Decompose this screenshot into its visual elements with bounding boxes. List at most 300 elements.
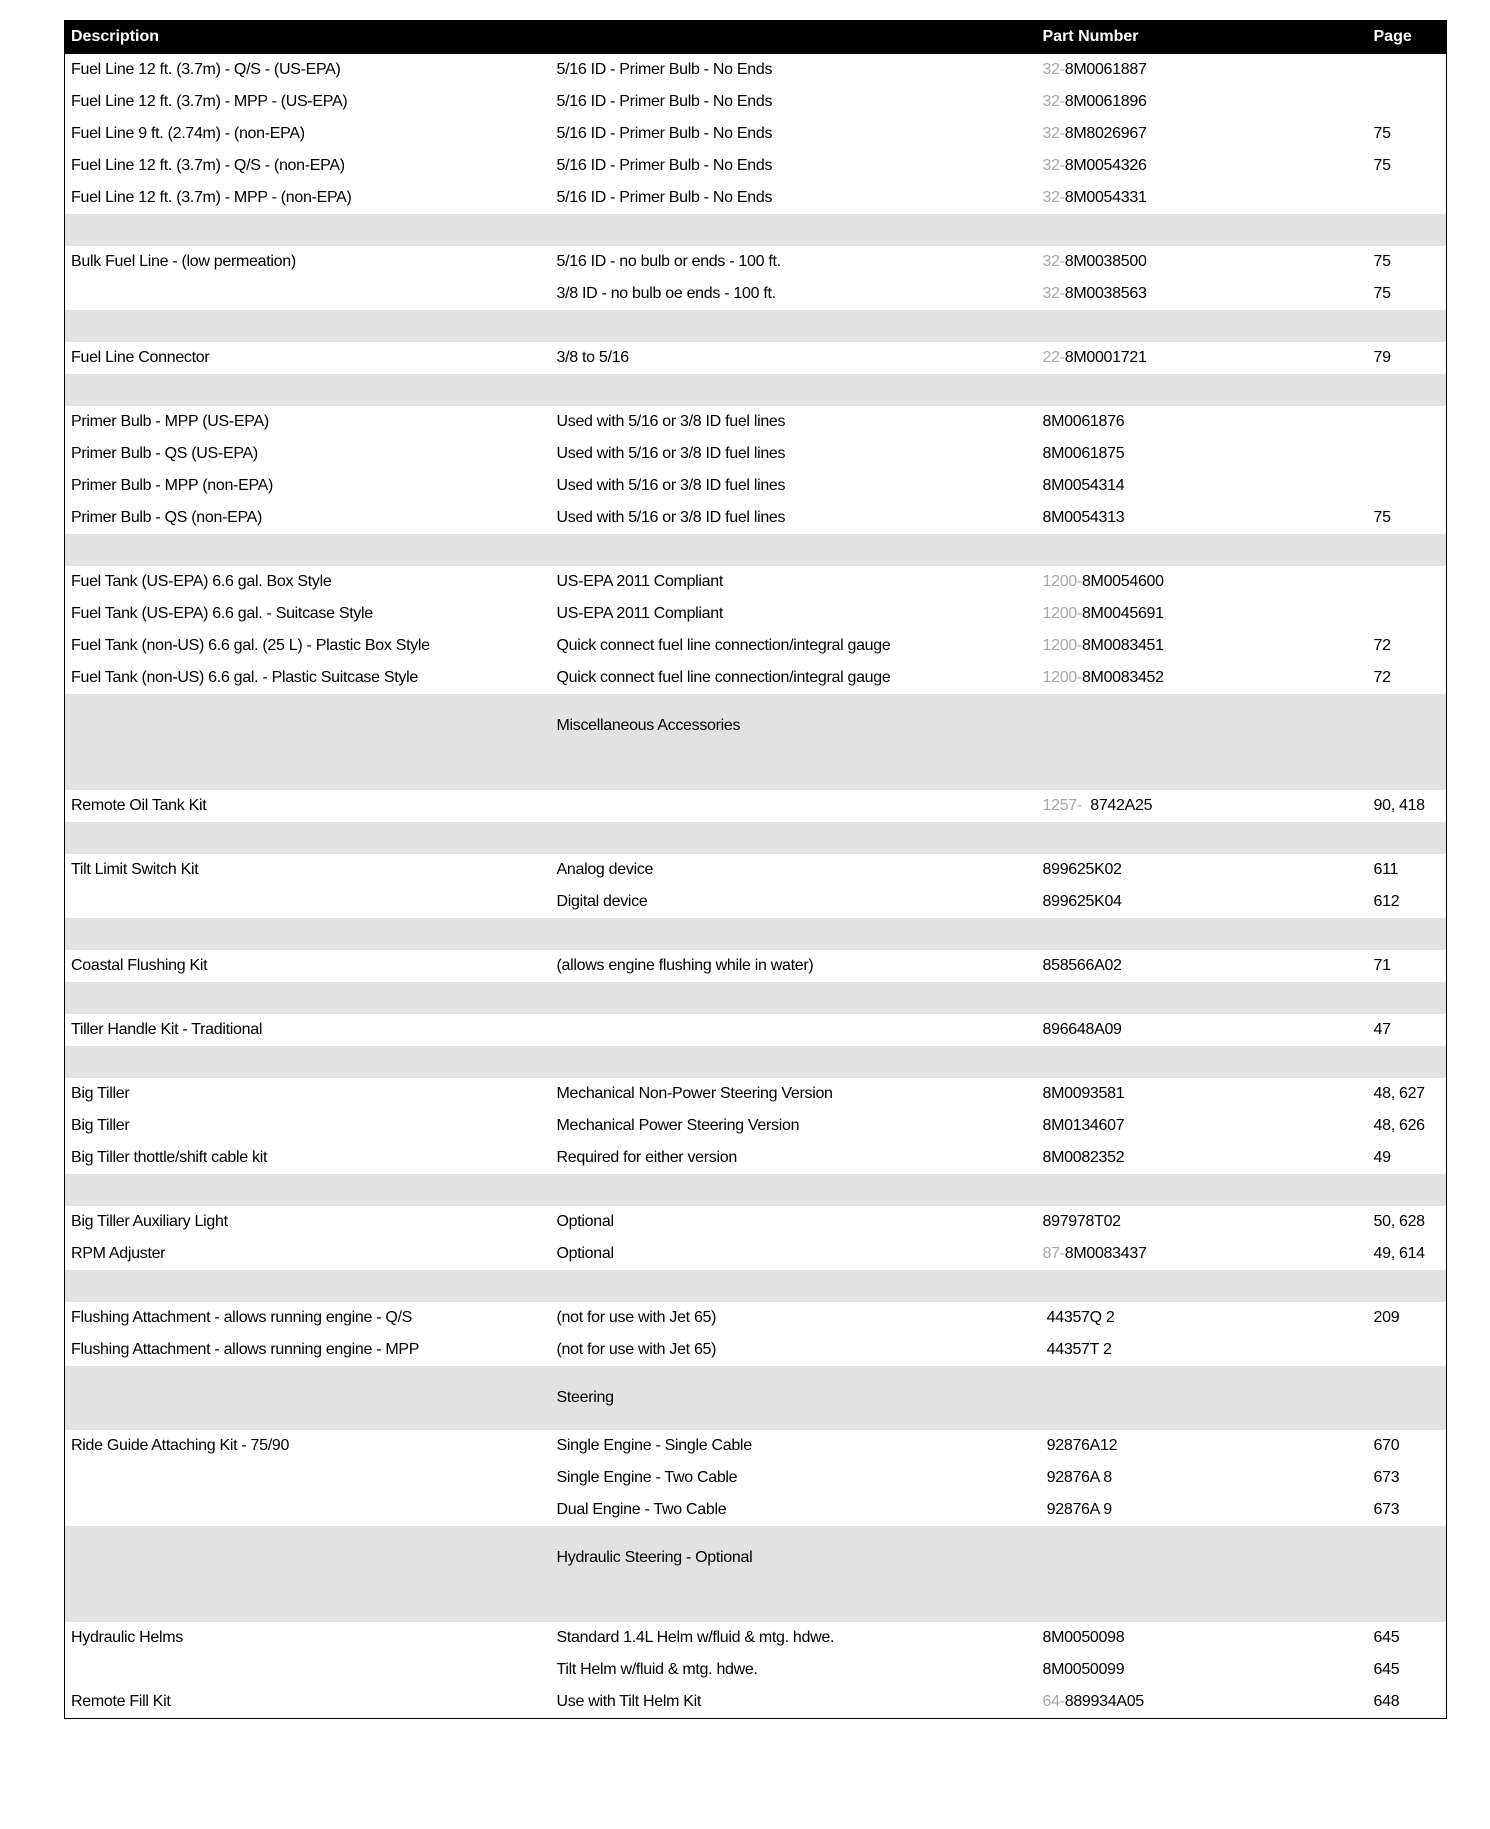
description-cell: Primer Bulb - MPP (US-EPA) <box>71 413 269 430</box>
separator-cell <box>551 310 1037 342</box>
table-row <box>65 54 1447 86</box>
description-cell: Big Tiller <box>71 1085 130 1102</box>
specification-cell: 5/16 ID - no bulb or ends - 100 ft. <box>556 253 781 270</box>
part-number: 8M0054331 <box>1064 189 1147 206</box>
page-cell: 79 <box>1373 349 1391 366</box>
part-number-prefix: 1200- <box>1042 605 1082 622</box>
separator-cell <box>65 918 551 950</box>
table-row <box>65 598 1447 630</box>
separator-cell <box>1368 214 1447 246</box>
part-number-cell <box>1037 1238 1368 1270</box>
part-number-cell <box>1037 790 1368 822</box>
page-cell: 645 <box>1373 1629 1400 1646</box>
specification-cell: 5/16 ID - Primer Bulb - No Ends <box>556 61 773 78</box>
specification-cell: Digital device <box>556 893 648 910</box>
description-cell <box>65 1654 551 1686</box>
specification-cell: 5/16 ID - Primer Bulb - No Ends <box>556 157 773 174</box>
separator-cell <box>1037 982 1368 1014</box>
separator-cell <box>1037 1590 1368 1622</box>
separator-row <box>65 1046 1447 1078</box>
part-number-cell <box>1037 182 1368 214</box>
part-number: 44357T 2 <box>1042 1341 1112 1358</box>
page-cell <box>1368 182 1447 214</box>
description-cell: Remote Oil Tank Kit <box>71 797 207 814</box>
table-row <box>65 1014 1447 1046</box>
specification-cell: 5/16 ID - Primer Bulb - No Ends <box>556 189 773 206</box>
page-cell <box>1368 406 1447 438</box>
page-cell: 611 <box>1373 861 1399 878</box>
part-number-prefix: 1200- <box>1042 573 1082 590</box>
section-spacer <box>65 1366 551 1430</box>
separator-cell <box>65 374 551 406</box>
part-number-cell <box>1037 1430 1368 1462</box>
page-cell: 90, 418 <box>1373 797 1425 814</box>
separator-cell <box>65 1590 551 1622</box>
description-cell: Fuel Line 12 ft. (3.7m) - MPP - (US-EPA) <box>71 93 348 110</box>
page-cell: 209 <box>1373 1309 1400 1326</box>
separator-cell <box>65 1046 551 1078</box>
part-number-cell <box>1037 950 1368 982</box>
description-cell: Fuel Line 12 ft. (3.7m) - MPP - (non-EPA) <box>71 189 352 206</box>
table-row <box>65 86 1447 118</box>
separator-cell <box>551 1174 1037 1206</box>
description-cell: Fuel Tank (US-EPA) 6.6 gal. - Suitcase Style <box>71 605 373 622</box>
table-row <box>65 1110 1447 1142</box>
separator-cell <box>65 214 551 246</box>
separator-cell <box>551 982 1037 1014</box>
description-cell: Big Tiller <box>71 1117 130 1134</box>
separator-row <box>65 214 1447 246</box>
part-number-cell <box>1037 886 1368 918</box>
separator-cell <box>1037 822 1368 854</box>
separator-row <box>65 1174 1447 1206</box>
description-cell: Hydraulic Helms <box>71 1629 183 1646</box>
page-cell <box>1368 470 1447 502</box>
page-cell: 50, 628 <box>1373 1213 1425 1230</box>
page-cell <box>1368 1334 1447 1366</box>
description-cell: Flushing Attachment - allows running engine - Q/S <box>71 1309 413 1326</box>
page-cell: 48, 626 <box>1373 1117 1425 1134</box>
separator-cell <box>1368 758 1447 790</box>
description-cell: Fuel Tank (US-EPA) 6.6 gal. Box Style <box>71 573 332 590</box>
parts-table <box>64 20 1447 1719</box>
part-number-prefix: 32- <box>1042 253 1065 270</box>
page-cell <box>1368 54 1447 86</box>
part-number-cell <box>1037 1494 1368 1526</box>
section-spacer <box>1037 694 1368 758</box>
header-part-number: Part Number <box>1037 20 1368 54</box>
table-row <box>65 118 1447 150</box>
separator-cell <box>1037 310 1368 342</box>
part-number-cell <box>1037 1622 1368 1654</box>
part-number-prefix: 87- <box>1042 1245 1065 1262</box>
part-number-cell <box>1037 502 1368 534</box>
part-number: 8M0061896 <box>1064 93 1147 110</box>
separator-cell <box>551 534 1037 566</box>
part-number-cell <box>1037 150 1368 182</box>
description-cell: Remote Fill Kit <box>71 1693 171 1710</box>
part-number: 44357Q 2 <box>1042 1309 1115 1326</box>
table-row <box>65 342 1447 374</box>
header-description: Description <box>65 20 551 54</box>
part-number: 858566A02 <box>1042 957 1122 974</box>
part-number: 899625K04 <box>1042 893 1122 910</box>
specification-cell: Mechanical Non-Power Steering Version <box>556 1085 833 1102</box>
separator-cell <box>65 534 551 566</box>
part-number-cell <box>1037 1654 1368 1686</box>
table-row <box>65 1686 1447 1719</box>
part-number: 8M0061876 <box>1042 413 1125 430</box>
section-title: Steering <box>551 1366 1037 1430</box>
specification-cell <box>551 790 1037 822</box>
parts-table-sheet <box>64 20 1446 1719</box>
description-cell: Tilt Limit Switch Kit <box>71 861 199 878</box>
header-page: Page <box>1368 20 1447 54</box>
table-row <box>65 246 1447 278</box>
part-number: 8M0038500 <box>1064 253 1147 270</box>
page-cell: 673 <box>1373 1501 1400 1518</box>
separator-cell <box>1368 982 1447 1014</box>
part-number-cell <box>1037 598 1368 630</box>
part-number-prefix: 1200- <box>1042 637 1082 654</box>
specification-cell: Quick connect fuel line connection/integral gauge <box>556 669 891 686</box>
page-cell <box>1368 598 1447 630</box>
separator-cell <box>551 758 1037 790</box>
description-cell: Fuel Line 12 ft. (3.7m) - Q/S - (non-EPA) <box>71 157 345 174</box>
table-row <box>65 1142 1447 1174</box>
page-cell: 75 <box>1373 253 1391 270</box>
separator-cell <box>551 1590 1037 1622</box>
description-cell: Primer Bulb - MPP (non-EPA) <box>71 477 274 494</box>
part-number: 8M0038563 <box>1064 285 1147 302</box>
section-spacer <box>1368 694 1447 758</box>
description-cell: Ride Guide Attaching Kit - 75/90 <box>71 1437 290 1454</box>
page-cell: 49, 614 <box>1373 1245 1425 1262</box>
part-number: 8M0061887 <box>1064 61 1147 78</box>
part-number: 92876A 8 <box>1042 1469 1112 1486</box>
separator-cell <box>1037 374 1368 406</box>
separator-cell <box>1368 918 1447 950</box>
table-row <box>65 950 1447 982</box>
part-number: 8M0083437 <box>1064 1245 1147 1262</box>
separator-cell <box>551 214 1037 246</box>
part-number-cell <box>1037 54 1368 86</box>
part-number: 8M0061875 <box>1042 445 1125 462</box>
part-number-prefix: 32- <box>1042 125 1065 142</box>
table-row <box>65 1462 1447 1494</box>
section-heading-row <box>65 1526 1447 1590</box>
table-row <box>65 1206 1447 1238</box>
part-number: 92876A 9 <box>1042 1501 1112 1518</box>
table-row <box>65 1334 1447 1366</box>
part-number: 8M0093581 <box>1042 1085 1125 1102</box>
separator-row <box>65 758 1447 790</box>
separator-cell <box>65 310 551 342</box>
section-spacer <box>1037 1366 1368 1430</box>
separator-row <box>65 310 1447 342</box>
specification-cell: (not for use with Jet 65) <box>556 1309 717 1326</box>
separator-cell <box>551 1046 1037 1078</box>
description-cell: Fuel Line 12 ft. (3.7m) - Q/S - (US-EPA) <box>71 61 341 78</box>
separator-cell <box>65 822 551 854</box>
part-number: 8M0050098 <box>1042 1629 1125 1646</box>
header-blank <box>551 20 1037 54</box>
specification-cell: Single Engine - Two Cable <box>556 1469 738 1486</box>
table-row <box>65 630 1447 662</box>
separator-cell <box>551 918 1037 950</box>
part-number-cell <box>1037 566 1368 598</box>
description-cell: Big Tiller thottle/shift cable kit <box>71 1149 268 1166</box>
description-cell: Primer Bulb - QS (US-EPA) <box>71 445 258 462</box>
specification-cell: Mechanical Power Steering Version <box>556 1117 800 1134</box>
part-number-prefix: 22- <box>1042 349 1065 366</box>
table-header <box>65 20 1447 54</box>
part-number-cell <box>1037 406 1368 438</box>
part-number-cell <box>1037 1302 1368 1334</box>
part-number: 8M0054314 <box>1042 477 1125 494</box>
part-number-cell <box>1037 86 1368 118</box>
separator-cell <box>551 1270 1037 1302</box>
page-cell: 47 <box>1373 1021 1391 1038</box>
description-cell: Fuel Line Connector <box>71 349 210 366</box>
separator-cell <box>65 1270 551 1302</box>
part-number-cell <box>1037 1334 1368 1366</box>
table-row <box>65 1078 1447 1110</box>
part-number-cell <box>1037 1014 1368 1046</box>
part-number-cell <box>1037 438 1368 470</box>
separator-cell <box>65 1174 551 1206</box>
description-cell: Big Tiller Auxiliary Light <box>71 1213 228 1230</box>
separator-cell <box>1037 1174 1368 1206</box>
table-row <box>65 182 1447 214</box>
specification-cell: 5/16 ID - Primer Bulb - No Ends <box>556 93 773 110</box>
separator-cell <box>551 822 1037 854</box>
table-row <box>65 150 1447 182</box>
description-cell: Coastal Flushing Kit <box>71 957 208 974</box>
page-cell: 72 <box>1373 669 1391 686</box>
description-cell: Tiller Handle Kit - Traditional <box>71 1021 263 1038</box>
part-number: 896648A09 <box>1042 1021 1122 1038</box>
part-number: 8M8026967 <box>1064 125 1147 142</box>
part-number: 8M0054313 <box>1042 509 1125 526</box>
part-number: 8M0134607 <box>1042 1117 1125 1134</box>
specification-cell: Used with 5/16 or 3/8 ID fuel lines <box>556 509 786 526</box>
page-cell: 75 <box>1373 285 1391 302</box>
part-number-cell <box>1037 1206 1368 1238</box>
separator-cell <box>1368 534 1447 566</box>
specification-cell: US-EPA 2011 Compliant <box>556 573 724 590</box>
separator-cell <box>1368 1270 1447 1302</box>
part-number-prefix: 64- <box>1042 1693 1065 1710</box>
part-number-cell <box>1037 1078 1368 1110</box>
page-cell: 75 <box>1373 157 1391 174</box>
specification-cell: (allows engine flushing while in water) <box>556 957 814 974</box>
page-cell <box>1368 438 1447 470</box>
specification-cell: Used with 5/16 or 3/8 ID fuel lines <box>556 477 786 494</box>
page-cell: 75 <box>1373 509 1391 526</box>
section-spacer <box>65 1526 551 1590</box>
part-number-cell <box>1037 854 1368 886</box>
page-cell: 75 <box>1373 125 1391 142</box>
part-number: 8M0083452 <box>1081 669 1164 686</box>
specification-cell: Quick connect fuel line connection/integral gauge <box>556 637 891 654</box>
table-row <box>65 470 1447 502</box>
table-row <box>65 1494 1447 1526</box>
part-number-prefix: 32- <box>1042 61 1065 78</box>
part-number-prefix: 32- <box>1042 157 1065 174</box>
specification-cell: Optional <box>556 1245 614 1262</box>
separator-cell <box>1368 1046 1447 1078</box>
specification-cell: 5/16 ID - Primer Bulb - No Ends <box>556 125 773 142</box>
specification-cell <box>551 1014 1037 1046</box>
part-number-prefix: 32- <box>1042 93 1065 110</box>
separator-cell <box>551 374 1037 406</box>
separator-cell <box>1037 534 1368 566</box>
page-cell: 670 <box>1373 1437 1400 1454</box>
part-number: 8M0050099 <box>1042 1661 1125 1678</box>
part-number: 8M0054600 <box>1081 573 1164 590</box>
part-number-prefix: 32- <box>1042 285 1065 302</box>
description-cell <box>65 886 551 918</box>
specification-cell: Tilt Helm w/fluid & mtg. hdwe. <box>556 1661 758 1678</box>
part-number-cell <box>1037 662 1368 694</box>
part-number: 899625K02 <box>1042 861 1122 878</box>
part-number: 8M0001721 <box>1064 349 1147 366</box>
separator-cell <box>1368 374 1447 406</box>
page-cell: 72 <box>1373 637 1391 654</box>
part-number-cell <box>1037 278 1368 310</box>
part-number-cell <box>1037 1462 1368 1494</box>
separator-cell <box>1037 918 1368 950</box>
page-cell: 673 <box>1373 1469 1400 1486</box>
part-number-prefix: 1200- <box>1042 669 1082 686</box>
separator-row <box>65 534 1447 566</box>
page-cell: 612 <box>1373 893 1400 910</box>
separator-cell <box>1368 310 1447 342</box>
separator-cell <box>1037 214 1368 246</box>
table-row <box>65 1622 1447 1654</box>
table-row <box>65 854 1447 886</box>
description-cell: Fuel Tank (non-US) 6.6 gal. - Plastic Suitcase Style <box>71 669 418 686</box>
part-number: 8M0082352 <box>1042 1149 1125 1166</box>
part-number: 8742A25 <box>1090 797 1153 814</box>
page-cell <box>1368 566 1447 598</box>
table-row <box>65 438 1447 470</box>
part-number-prefix: 32- <box>1042 189 1065 206</box>
table-row <box>65 406 1447 438</box>
separator-cell <box>1037 1046 1368 1078</box>
description-cell: Fuel Tank (non-US) 6.6 gal. (25 L) - Plastic Box Style <box>71 637 430 654</box>
part-number-cell <box>1037 1686 1368 1719</box>
page-cell: 49 <box>1373 1149 1391 1166</box>
part-number: 8M0054326 <box>1064 157 1147 174</box>
separator-row <box>65 918 1447 950</box>
specification-cell: Dual Engine - Two Cable <box>556 1501 727 1518</box>
specification-cell: Single Engine - Single Cable <box>556 1437 752 1454</box>
specification-cell: 3/8 to 5/16 <box>556 349 629 366</box>
specification-cell: Required for either version <box>556 1149 737 1166</box>
description-cell: RPM Adjuster <box>71 1245 166 1262</box>
separator-cell <box>1037 1270 1368 1302</box>
part-number-cell <box>1037 246 1368 278</box>
description-cell: Flushing Attachment - allows running engine - MPP <box>71 1341 420 1358</box>
description-cell: Primer Bulb - QS (non-EPA) <box>71 509 263 526</box>
table-row <box>65 790 1447 822</box>
table-row <box>65 502 1447 534</box>
table-row <box>65 1654 1447 1686</box>
separator-row <box>65 374 1447 406</box>
page-cell: 648 <box>1373 1693 1400 1710</box>
part-number-cell <box>1037 630 1368 662</box>
separator-cell <box>1368 822 1447 854</box>
separator-cell <box>1037 758 1368 790</box>
table-row <box>65 1430 1447 1462</box>
description-cell <box>65 1494 551 1526</box>
table-row <box>65 1238 1447 1270</box>
section-title: Hydraulic Steering - Optional <box>551 1526 1037 1590</box>
part-number: 8M0045691 <box>1081 605 1164 622</box>
page-cell: 48, 627 <box>1373 1085 1425 1102</box>
separator-row <box>65 1270 1447 1302</box>
section-spacer <box>1037 1526 1368 1590</box>
separator-cell <box>65 758 551 790</box>
specification-cell: 3/8 ID - no bulb oe ends - 100 ft. <box>556 285 776 302</box>
part-number: 897978T02 <box>1042 1213 1121 1230</box>
page-cell: 645 <box>1373 1661 1400 1678</box>
table-row <box>65 566 1447 598</box>
part-number-cell <box>1037 470 1368 502</box>
table-row <box>65 278 1447 310</box>
table-row <box>65 886 1447 918</box>
part-number-cell <box>1037 342 1368 374</box>
specification-cell: Analog device <box>556 861 654 878</box>
separator-cell <box>1368 1590 1447 1622</box>
section-title: Miscellaneous Accessories <box>551 694 1037 758</box>
separator-cell <box>1368 1174 1447 1206</box>
separator-row <box>65 1590 1447 1622</box>
table-body <box>65 54 1447 1719</box>
page-cell: 71 <box>1373 957 1391 974</box>
section-spacer <box>1368 1526 1447 1590</box>
specification-cell: Optional <box>556 1213 614 1230</box>
description-cell <box>65 278 551 310</box>
separator-row <box>65 982 1447 1014</box>
page-cell <box>1368 86 1447 118</box>
part-number-cell <box>1037 1142 1368 1174</box>
description-cell: Bulk Fuel Line - (low permeation) <box>71 253 296 270</box>
part-number: 92876A12 <box>1042 1437 1118 1454</box>
part-number: 8M0083451 <box>1081 637 1164 654</box>
specification-cell: (not for use with Jet 65) <box>556 1341 717 1358</box>
specification-cell: Use with Tilt Helm Kit <box>556 1693 702 1710</box>
part-number-cell <box>1037 1110 1368 1142</box>
specification-cell: Used with 5/16 or 3/8 ID fuel lines <box>556 413 786 430</box>
part-number-prefix: 1257- <box>1042 797 1091 814</box>
part-number-cell <box>1037 118 1368 150</box>
description-cell: Fuel Line 9 ft. (2.74m) - (non-EPA) <box>71 125 305 142</box>
section-heading-row <box>65 1366 1447 1430</box>
section-spacer <box>65 694 551 758</box>
separator-cell <box>65 982 551 1014</box>
separator-row <box>65 822 1447 854</box>
table-row <box>65 1302 1447 1334</box>
specification-cell: Used with 5/16 or 3/8 ID fuel lines <box>556 445 786 462</box>
part-number: 889934A05 <box>1064 1693 1144 1710</box>
section-spacer <box>1368 1366 1447 1430</box>
table-row <box>65 662 1447 694</box>
specification-cell: Standard 1.4L Helm w/fluid & mtg. hdwe. <box>556 1629 835 1646</box>
description-cell <box>65 1462 551 1494</box>
